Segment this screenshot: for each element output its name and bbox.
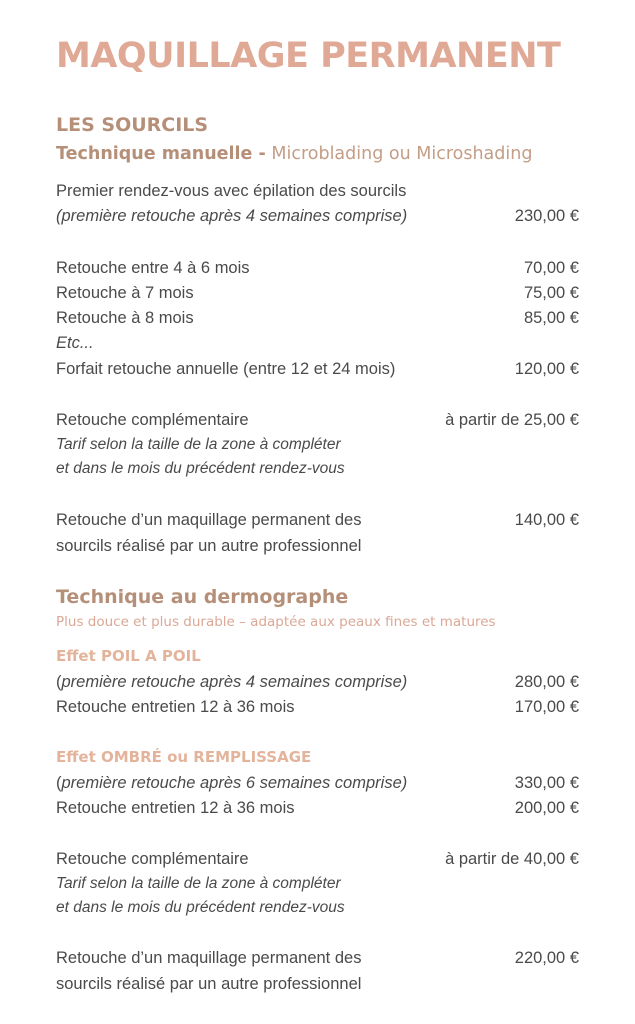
poil-line1-text: première retouche après 4 semaines comprise) — [61, 673, 408, 691]
dermographe-subtitle: Plus douce et plus durable – adaptée aux peaux fines et matures — [56, 614, 496, 630]
ombre-line1 — [56, 773, 407, 793]
derm-complementaire-note2: et dans le mois du précédent rendez-vous — [56, 899, 345, 916]
retouche-label: Retouche entre 4 à 6 mois — [56, 259, 250, 277]
ombre-line1-text: première retouche après 6 semaines comprise) — [61, 774, 408, 792]
premier-rdv-line1: Premier rendez-vous avec épilation des sourcils — [56, 182, 407, 200]
technique-manuelle-heading — [56, 144, 532, 164]
retouche-label: Retouche à 8 mois — [56, 309, 194, 327]
section-heading-sourcils: LES SOURCILS — [56, 114, 209, 136]
dermographe-heading: Technique au dermographe — [56, 586, 349, 608]
poil-line1 — [56, 672, 407, 692]
retouche-price: 85,00 € — [523, 309, 579, 327]
derm-autre-pro-price: 220,00 € — [514, 949, 579, 967]
poil-price2: 170,00 € — [514, 698, 579, 716]
forfait-price: 120,00 € — [514, 360, 579, 378]
page-title: MAQUILLAGE PERMANENT — [56, 36, 561, 76]
derm-autre-pro-line2: sourcils réalisé par un autre professionnel — [56, 975, 362, 993]
ombre-line2: Retouche entretien 12 à 36 mois — [56, 799, 295, 817]
ombre-price2: 200,00 € — [514, 799, 579, 817]
technique-manuelle-label: Technique manuelle - — [56, 144, 266, 164]
retouche-price: 70,00 € — [523, 259, 579, 277]
complementaire-note1: Tarif selon la taille de la zone à compléter — [56, 436, 341, 453]
retouche-price: 75,00 € — [523, 284, 579, 302]
ombre-price1: 330,00 € — [514, 774, 579, 792]
premier-rdv-price: 230,00 € — [514, 207, 579, 225]
complementaire-label: Retouche complémentaire — [56, 411, 249, 429]
paren-open: ( — [56, 673, 62, 691]
derm-complementaire-note1: Tarif selon la taille de la zone à compléter — [56, 875, 341, 892]
poil-price1: 280,00 € — [514, 673, 579, 691]
etc-text: Etc... — [56, 334, 94, 352]
paren-open: ( — [56, 774, 62, 792]
autre-pro-line2: sourcils réalisé par un autre professionnel — [56, 537, 362, 555]
autre-pro-line1: Retouche d’un maquillage permanent des — [56, 511, 362, 529]
derm-autre-pro-line1: Retouche d’un maquillage permanent des — [56, 949, 362, 967]
premier-rdv-line2: (première retouche après 4 semaines comprise) — [56, 207, 408, 225]
effet-poil-heading: Effet POIL A POIL — [56, 647, 201, 665]
retouche-label: Retouche à 7 mois — [56, 284, 194, 302]
autre-pro-price: 140,00 € — [514, 511, 579, 529]
forfait-label: Forfait retouche annuelle (entre 12 et 24 mois) — [56, 360, 396, 378]
technique-manuelle-detail: Microblading ou Microshading — [271, 144, 533, 164]
effet-ombre-heading: Effet OMBRÉ ou REMPLISSAGE — [56, 748, 312, 766]
derm-complementaire-label: Retouche complémentaire — [56, 850, 249, 868]
derm-complementaire-price: à partir de 40,00 € — [445, 850, 579, 868]
complementaire-note2: et dans le mois du précédent rendez-vous — [56, 460, 345, 477]
complementaire-price: à partir de 25,00 € — [445, 411, 579, 429]
poil-line2: Retouche entretien 12 à 36 mois — [56, 698, 295, 716]
